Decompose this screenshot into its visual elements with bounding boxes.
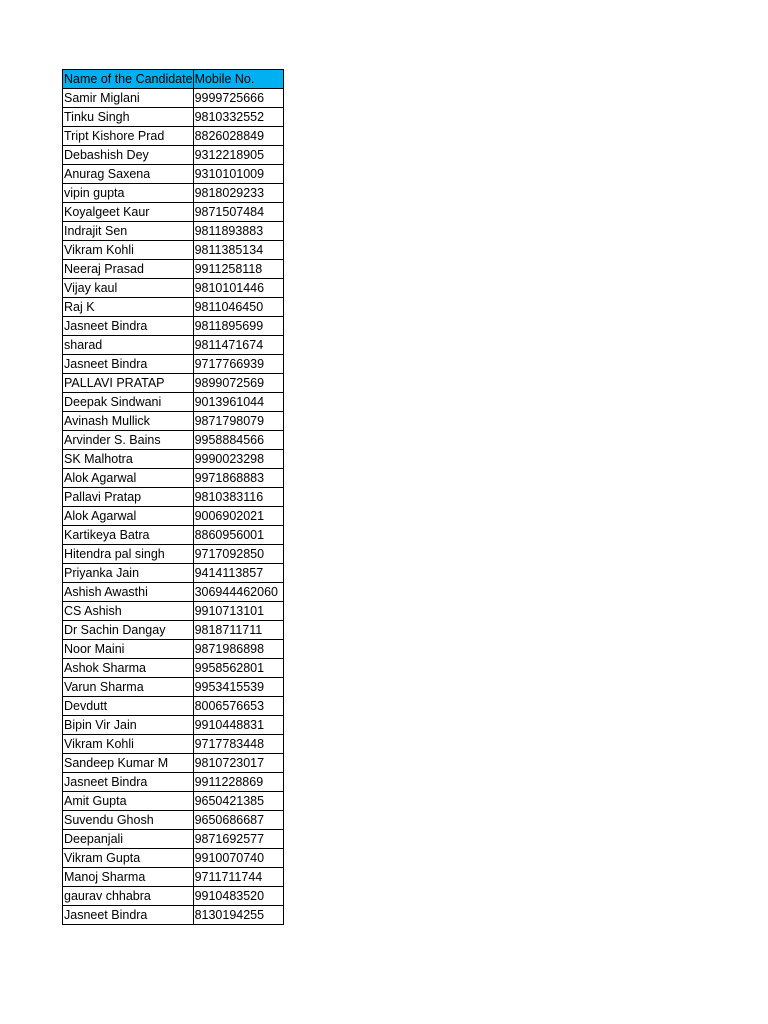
- table-row: [63, 735, 284, 754]
- name-cell[interactable]: Anurag Saxena: [63, 165, 194, 184]
- table-row: [63, 507, 284, 526]
- mobile-cell[interactable]: 9910483520: [193, 887, 283, 906]
- name-cell[interactable]: Pallavi Pratap: [63, 488, 194, 507]
- name-cell[interactable]: Alok Agarwal: [63, 507, 194, 526]
- table-row: [63, 488, 284, 507]
- name-cell[interactable]: Suvendu Ghosh: [63, 811, 194, 830]
- table-row: [63, 203, 284, 222]
- name-cell[interactable]: Jasneet Bindra: [63, 317, 194, 336]
- mobile-cell[interactable]: 9006902021: [193, 507, 283, 526]
- mobile-cell[interactable]: 9958884566: [193, 431, 283, 450]
- mobile-cell[interactable]: 9717092850: [193, 545, 283, 564]
- table-row: [63, 298, 284, 317]
- table-row: [63, 165, 284, 184]
- name-cell[interactable]: Arvinder S. Bains: [63, 431, 194, 450]
- name-cell[interactable]: Samir Miglani: [63, 89, 194, 108]
- table-row: [63, 469, 284, 488]
- table-row: [63, 526, 284, 545]
- mobile-cell[interactable]: 9818029233: [193, 184, 283, 203]
- table-row: [63, 393, 284, 412]
- name-cell[interactable]: PALLAVI PRATAP: [63, 374, 194, 393]
- name-cell[interactable]: Devdutt: [63, 697, 194, 716]
- mobile-cell[interactable]: 9971868883: [193, 469, 283, 488]
- name-cell[interactable]: Alok Agarwal: [63, 469, 194, 488]
- mobile-cell[interactable]: 9990023298: [193, 450, 283, 469]
- name-cell[interactable]: Koyalgeet Kaur: [63, 203, 194, 222]
- table-row: [63, 640, 284, 659]
- table-row: [63, 830, 284, 849]
- mobile-cell[interactable]: 8860956001: [193, 526, 283, 545]
- mobile-cell[interactable]: 9711711744: [193, 868, 283, 887]
- table-row: [63, 450, 284, 469]
- table-row: [63, 336, 284, 355]
- name-cell[interactable]: Tript Kishore Prad: [63, 127, 194, 146]
- name-cell[interactable]: Neeraj Prasad: [63, 260, 194, 279]
- mobile-cell[interactable]: 9717766939: [193, 355, 283, 374]
- mobile-cell[interactable]: 306944462060: [193, 583, 283, 602]
- table-row: [63, 868, 284, 887]
- mobile-cell[interactable]: 9811895699: [193, 317, 283, 336]
- name-cell[interactable]: Deepanjali: [63, 830, 194, 849]
- mobile-cell[interactable]: 9811471674: [193, 336, 283, 355]
- mobile-cell[interactable]: 8006576653: [193, 697, 283, 716]
- mobile-cell[interactable]: 9958562801: [193, 659, 283, 678]
- table-row: [63, 906, 284, 925]
- mobile-cell[interactable]: 9650686687: [193, 811, 283, 830]
- name-cell[interactable]: Jasneet Bindra: [63, 773, 194, 792]
- name-cell[interactable]: Dr Sachin Dangay: [63, 621, 194, 640]
- mobile-cell[interactable]: 9953415539: [193, 678, 283, 697]
- table-row: [63, 412, 284, 431]
- name-cell[interactable]: Manoj Sharma: [63, 868, 194, 887]
- name-cell[interactable]: Hitendra pal singh: [63, 545, 194, 564]
- header-row: [63, 70, 284, 89]
- mobile-cell[interactable]: 9810383116: [193, 488, 283, 507]
- header-name-cell[interactable]: Name of the Candidate: [63, 70, 194, 89]
- name-cell[interactable]: Sandeep Kumar M: [63, 754, 194, 773]
- mobile-cell[interactable]: 9013961044: [193, 393, 283, 412]
- mobile-cell[interactable]: 9910448831: [193, 716, 283, 735]
- table-row: [63, 317, 284, 336]
- table-row: [63, 583, 284, 602]
- mobile-cell[interactable]: 9810723017: [193, 754, 283, 773]
- table-row: [63, 697, 284, 716]
- name-cell[interactable]: Vikram Kohli: [63, 241, 194, 260]
- table-row: [63, 279, 284, 298]
- name-cell[interactable]: Vikram Gupta: [63, 849, 194, 868]
- table-row: [63, 564, 284, 583]
- mobile-cell[interactable]: 9811385134: [193, 241, 283, 260]
- table-row: [63, 773, 284, 792]
- mobile-cell[interactable]: 9811893883: [193, 222, 283, 241]
- name-cell[interactable]: SK Malhotra: [63, 450, 194, 469]
- table-row: [63, 89, 284, 108]
- name-cell[interactable]: Ashok Sharma: [63, 659, 194, 678]
- table-row: [63, 716, 284, 735]
- mobile-cell[interactable]: 9911258118: [193, 260, 283, 279]
- header-mobile-cell[interactable]: Mobile No.: [193, 70, 283, 89]
- name-cell[interactable]: Bipin Vir Jain: [63, 716, 194, 735]
- mobile-cell[interactable]: 9871798079: [193, 412, 283, 431]
- mobile-cell[interactable]: 8826028849: [193, 127, 283, 146]
- candidate-table: [62, 69, 284, 925]
- name-cell[interactable]: vipin gupta: [63, 184, 194, 203]
- table-row: [63, 431, 284, 450]
- name-cell[interactable]: gaurav chhabra: [63, 887, 194, 906]
- mobile-cell[interactable]: 9999725666: [193, 89, 283, 108]
- mobile-cell[interactable]: 9717783448: [193, 735, 283, 754]
- name-cell[interactable]: Debashish Dey: [63, 146, 194, 165]
- name-cell[interactable]: Jasneet Bindra: [63, 906, 194, 925]
- candidate-sheet: [62, 69, 284, 925]
- name-cell[interactable]: Tinku Singh: [63, 108, 194, 127]
- name-cell[interactable]: Ashish Awasthi: [63, 583, 194, 602]
- table-row: [63, 545, 284, 564]
- table-row: [63, 146, 284, 165]
- name-cell[interactable]: sharad: [63, 336, 194, 355]
- mobile-cell[interactable]: 9871507484: [193, 203, 283, 222]
- mobile-cell[interactable]: 9414113857: [193, 564, 283, 583]
- name-cell[interactable]: Varun Sharma: [63, 678, 194, 697]
- table-row: [63, 849, 284, 868]
- name-cell[interactable]: Priyanka Jain: [63, 564, 194, 583]
- table-row: [63, 602, 284, 621]
- table-row: [63, 222, 284, 241]
- mobile-cell[interactable]: 9811046450: [193, 298, 283, 317]
- name-cell[interactable]: CS Ashish: [63, 602, 194, 621]
- mobile-cell[interactable]: 9871986898: [193, 640, 283, 659]
- mobile-cell[interactable]: 9910713101: [193, 602, 283, 621]
- table-body: [63, 89, 284, 925]
- mobile-cell[interactable]: 9810101446: [193, 279, 283, 298]
- table-row: [63, 887, 284, 906]
- table-row: [63, 621, 284, 640]
- name-cell[interactable]: Vijay kaul: [63, 279, 194, 298]
- name-cell[interactable]: Vikram Kohli: [63, 735, 194, 754]
- name-cell[interactable]: Avinash Mullick: [63, 412, 194, 431]
- table-row: [63, 374, 284, 393]
- name-cell[interactable]: Jasneet Bindra: [63, 355, 194, 374]
- table-row: [63, 811, 284, 830]
- table-row: [63, 792, 284, 811]
- mobile-cell[interactable]: 9650421385: [193, 792, 283, 811]
- mobile-cell[interactable]: 9911228869: [193, 773, 283, 792]
- mobile-cell[interactable]: 9312218905: [193, 146, 283, 165]
- table-row: [63, 260, 284, 279]
- mobile-cell[interactable]: 9818711711: [193, 621, 283, 640]
- name-cell[interactable]: Kartikeya Batra: [63, 526, 194, 545]
- name-cell[interactable]: Raj K: [63, 298, 194, 317]
- mobile-cell[interactable]: 9871692577: [193, 830, 283, 849]
- name-cell[interactable]: Deepak Sindwani: [63, 393, 194, 412]
- table-row: [63, 754, 284, 773]
- table-row: [63, 355, 284, 374]
- table-row: [63, 241, 284, 260]
- name-cell[interactable]: Amit Gupta: [63, 792, 194, 811]
- mobile-cell[interactable]: 9310101009: [193, 165, 283, 184]
- name-cell[interactable]: Noor Maini: [63, 640, 194, 659]
- name-cell[interactable]: Indrajit Sen: [63, 222, 194, 241]
- table-row: [63, 108, 284, 127]
- table-row: [63, 127, 284, 146]
- mobile-cell[interactable]: 9810332552: [193, 108, 283, 127]
- table-row: [63, 678, 284, 697]
- table-row: [63, 184, 284, 203]
- table-row: [63, 659, 284, 678]
- mobile-cell[interactable]: 9899072569: [193, 374, 283, 393]
- mobile-cell[interactable]: 8130194255: [193, 906, 283, 925]
- mobile-cell[interactable]: 9910070740: [193, 849, 283, 868]
